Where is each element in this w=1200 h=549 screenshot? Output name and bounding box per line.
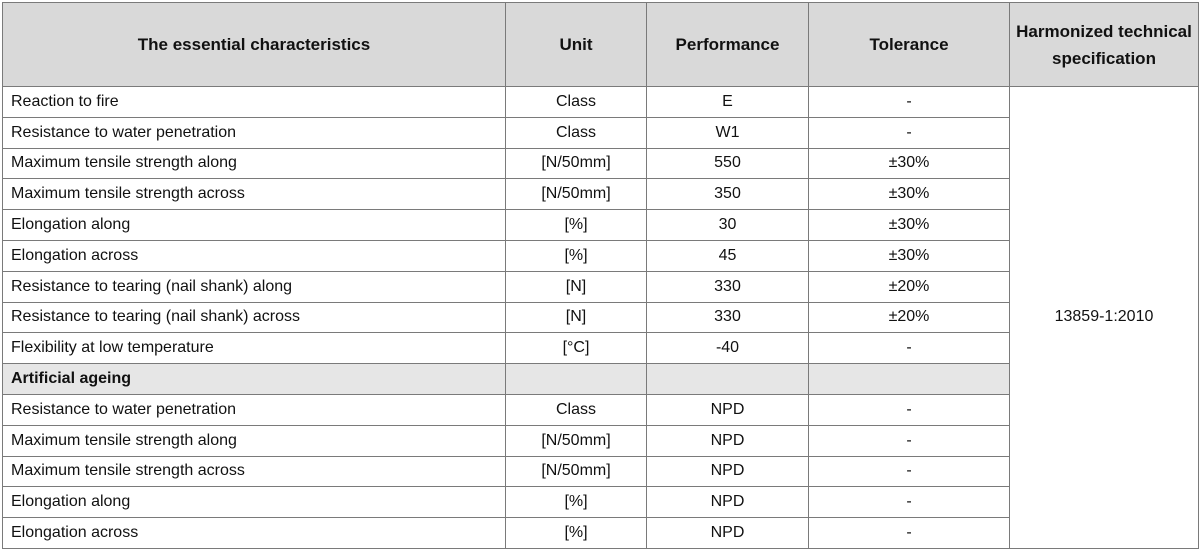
row-characteristic: Resistance to tearing (nail shank) along xyxy=(3,271,506,302)
row-tolerance: - xyxy=(809,333,1010,364)
row-performance: 330 xyxy=(647,271,809,302)
row-characteristic: Elongation along xyxy=(3,487,506,518)
row-unit: [N] xyxy=(506,302,647,333)
section-empty-cell xyxy=(647,364,809,395)
row-performance: W1 xyxy=(647,117,809,148)
row-unit: Class xyxy=(506,87,647,118)
row-unit: [N/50mm] xyxy=(506,179,647,210)
header-hts: Harmonized technical specification xyxy=(1010,3,1199,87)
table-header-row xyxy=(3,3,1199,87)
row-unit: [%] xyxy=(506,240,647,271)
row-unit: [N/50mm] xyxy=(506,456,647,487)
row-tolerance: ±20% xyxy=(809,302,1010,333)
row-performance: 350 xyxy=(647,179,809,210)
row-performance: 45 xyxy=(647,240,809,271)
header-tolerance: Tolerance xyxy=(809,3,1010,87)
row-performance: NPD xyxy=(647,394,809,425)
row-characteristic: Maximum tensile strength along xyxy=(3,425,506,456)
row-tolerance: ±30% xyxy=(809,210,1010,241)
row-tolerance: - xyxy=(809,425,1010,456)
row-unit: [%] xyxy=(506,210,647,241)
row-unit: [N/50mm] xyxy=(506,148,647,179)
row-tolerance: - xyxy=(809,87,1010,118)
header-characteristics: The essential characteristics xyxy=(3,3,506,87)
header-performance: Performance xyxy=(647,3,809,87)
row-unit: [%] xyxy=(506,518,647,549)
row-characteristic: Flexibility at low temperature xyxy=(3,333,506,364)
row-tolerance: ±30% xyxy=(809,179,1010,210)
row-unit: [N/50mm] xyxy=(506,425,647,456)
row-characteristic: Resistance to water penetration xyxy=(3,394,506,425)
row-characteristic: Elongation across xyxy=(3,240,506,271)
row-characteristic: Maximum tensile strength across xyxy=(3,456,506,487)
row-characteristic: Maximum tensile strength along xyxy=(3,148,506,179)
row-tolerance: - xyxy=(809,487,1010,518)
row-tolerance: - xyxy=(809,456,1010,487)
hts-value: 13859-1:2010 xyxy=(1010,87,1199,549)
section-title: Artificial ageing xyxy=(3,364,506,395)
performance-table xyxy=(2,2,1199,549)
row-tolerance: - xyxy=(809,117,1010,148)
row-tolerance: ±30% xyxy=(809,240,1010,271)
row-characteristic: Maximum tensile strength across xyxy=(3,179,506,210)
row-tolerance: - xyxy=(809,394,1010,425)
table-row xyxy=(3,87,1199,118)
row-unit: [%] xyxy=(506,487,647,518)
row-unit: [N] xyxy=(506,271,647,302)
row-performance: 550 xyxy=(647,148,809,179)
row-performance: 330 xyxy=(647,302,809,333)
row-characteristic: Resistance to water penetration xyxy=(3,117,506,148)
row-performance: NPD xyxy=(647,487,809,518)
header-unit: Unit xyxy=(506,3,647,87)
row-performance: E xyxy=(647,87,809,118)
row-tolerance: ±20% xyxy=(809,271,1010,302)
row-performance: NPD xyxy=(647,518,809,549)
row-performance: NPD xyxy=(647,425,809,456)
row-unit: Class xyxy=(506,394,647,425)
row-tolerance: ±30% xyxy=(809,148,1010,179)
row-tolerance: - xyxy=(809,518,1010,549)
row-performance: NPD xyxy=(647,456,809,487)
row-characteristic: Elongation along xyxy=(3,210,506,241)
row-unit: Class xyxy=(506,117,647,148)
row-performance: -40 xyxy=(647,333,809,364)
row-performance: 30 xyxy=(647,210,809,241)
section-empty-cell xyxy=(809,364,1010,395)
section-empty-cell xyxy=(506,364,647,395)
row-unit: [°C] xyxy=(506,333,647,364)
row-characteristic: Reaction to fire xyxy=(3,87,506,118)
row-characteristic: Elongation across xyxy=(3,518,506,549)
row-characteristic: Resistance to tearing (nail shank) across xyxy=(3,302,506,333)
